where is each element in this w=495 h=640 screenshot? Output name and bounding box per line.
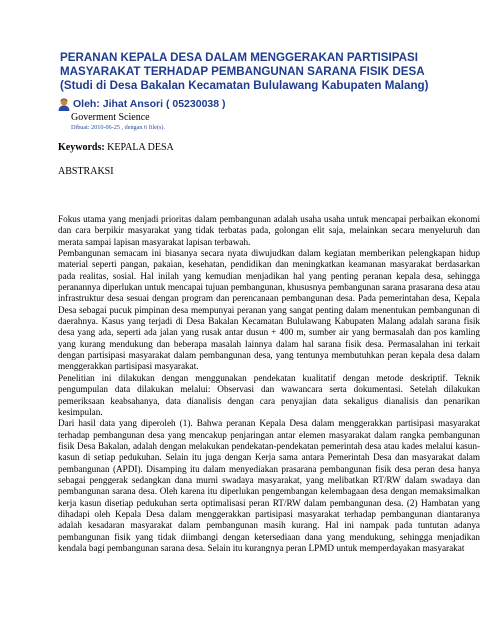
keywords-value: KEPALA DESA xyxy=(107,142,174,153)
department: Goverment Science xyxy=(71,112,150,123)
paragraph: Fokus utama yang menjadi prioritas dalam pembangunan adalah usaha usaha untuk mencapai perbaikan ekonomi dan cara berpikir masyarakat yang tidak terbatas pada, golongan elit saja, melainkan secara menyeluruh dan merata sampai lapisan masyarakat lapisan terbawah. xyxy=(58,214,480,247)
title-line-2: MASYARAKAT TERHADAP PEMBANGUNAN SARANA FISIK DESA xyxy=(60,65,425,79)
abstract-heading: ABSTRAKSI xyxy=(58,166,114,177)
paragraph: Pembangunan semacam ini biasanya secara nyata diwujudkan dalam kegiatan memberikan pelengkapan hidup material seperti pangan, pakaian, kesehatan, pendidikan dan meningkatkan keamanan masyarakat berdasarkan pada realitas, sosial. Hal inilah yang kemudian menjadikan hal yang penting peranan kepala desa, sehingga peranannya diperlukan untuk mencapai tujuan pembangunan, khususnya pembangunan sarana prasarana desa atau infrastruktur desa sesuai dengan program dan perencanaan pembangunan desa. Pada pemerintahan desa, Kepala Desa sebagai pucuk pimpinan desa mempunyai peranan yang sangat penting dalam menentukan pembangunan di daerahnya. Kasus yang terjadi di Desa Bakalan Kecamatan Bululawang Kabupaten Malang adalah sarana fisik desa yang ada, seperti ada jalan yang rusak antar dusun + 400 m, sumber air yang bermasalah dan pos kamling yang kurang mendukung dan beberapa masalah lainnya dalam hal sarana fisik desa. Permasalahan ini terkait dengan partisipasi masyarakat dalam pembangunan desa, yang tentunya membutuhkan peran kepala desa dalam menggerakkan partisipasi masyarakat. xyxy=(58,248,480,372)
author-name: Oleh: Jihat Ansori ( 05230038 ) xyxy=(73,98,226,110)
keywords-label: Keywords: xyxy=(58,142,105,153)
title-line-1: PERANAN KEPALA DESA DALAM MENGGERAKAN PARTISIPASI xyxy=(60,51,418,64)
posted-info: Dibuat: 2010-06-25 , dengan 6 file(s). xyxy=(71,124,165,131)
keywords xyxy=(58,142,174,154)
article-title xyxy=(60,51,480,94)
author-avatar-icon xyxy=(58,98,70,111)
paragraph: Penelitian ini dilakukan dengan menggunakan pendekatan kualitatif dengan metode deskriptif. Teknik pengumpulan data dilakukan melalui: Observasi dan wawancara serta dokumentasi. Setelah dilakukan pemeriksaan keabsahanya, data dianalisis dengan cara penyajian data sekaligus dianalisis dan penarikan kesimpulan. xyxy=(58,372,480,417)
abstract-body xyxy=(58,214,480,554)
paragraph: Dari hasil data yang diperoleh (1). Bahwa peranan Kepala Desa dalam menggerakkan partisipasi masyarakat terhadap pembangunan desa yang mencakup penjaringan antar elemen masyarakat dalam rangka pembangunan fisik Desa Bakalan, adalah dengan melakukan pendekatan-pendekatan pemerintah desa atau kades melalui kasun-kasun di setiap pedukuhan. Selain itu juga dengan Kerja sama antara Pemerintah Desa dan masyarakat dalam pembangunan (APDI). Disamping itu dalam menyediakan prasarana pembangunan fisik desa peran desa hanya sebagai penggerak sedangkan dana murni swadaya masyarakat, yang melibatkan RT/RW dalam swadaya dan pembangunan sarana desa. Oleh karena itu diperlukan pengembangan kelembagaan desa dengan memaksimalkan kerja kasun disetiap pedukuhan serta optimalisasi peran RT/RW dalam pembangunan desa. (2) Hambatan yang dihadapi oleh Kepala Desa dalam menggerakkan partisipasi masyarakat terhadap pembangunan diantaranya adalah kesadaran masyarakat dalam pembangunan masih kurang. Hal ini nampak pada tuntutan adanya pembangunan fisik yang tidak diimbangi dengan ketersediaan dana yang mendukung, sehingga menjadikan kendala bagi pembangunan sarana desa. Selain itu kurangnya peran LPMD untuk memperdayakan masyarakat xyxy=(58,418,480,553)
title-line-3: (Studi di Desa Bakalan Kecamatan Bululawang Kabupaten Malang) xyxy=(60,79,429,93)
